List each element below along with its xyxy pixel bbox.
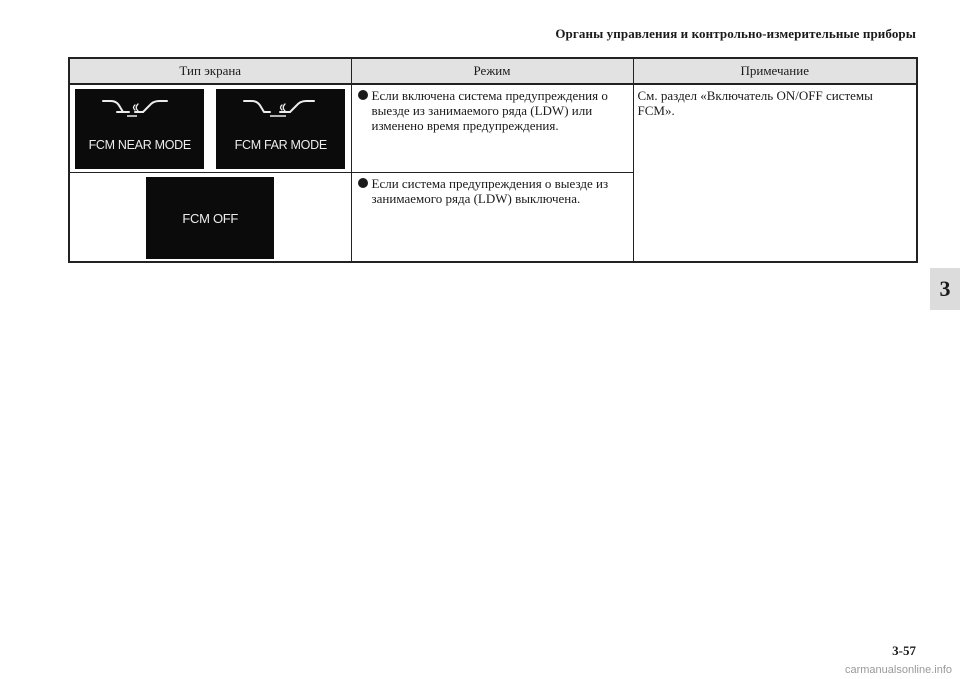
screen-label: FCM OFF xyxy=(182,211,239,226)
page-header: Органы управления и контрольно-измерительные приборы xyxy=(555,26,916,41)
screen-label: FCM FAR MODE xyxy=(234,138,327,152)
page-number: 3-57 xyxy=(892,643,916,658)
fcm-far-mode-screen xyxy=(216,89,345,169)
chapter-tab: 3 xyxy=(930,268,960,310)
note-cell xyxy=(633,84,917,262)
screen-label: FCM NEAR MODE xyxy=(88,138,191,152)
column-header-note: Примечание xyxy=(633,58,917,84)
column-header-screen-type: Тип экрана xyxy=(69,58,351,84)
fcm-near-mode-screen xyxy=(75,89,204,169)
bullet-icon xyxy=(358,90,368,100)
mode-description: Если включена система предупреждения о выезде из занимаемого ряда (LDW) или изменено время предупреждения. xyxy=(371,88,608,133)
fcm-off-screen xyxy=(146,177,274,259)
mode-cell xyxy=(351,173,633,263)
watermark: carmanualsonline.info xyxy=(844,664,952,676)
table-header-row xyxy=(69,58,917,84)
column-header-mode: Режим xyxy=(351,58,633,84)
mode-cell xyxy=(351,84,633,173)
spec-table xyxy=(68,57,918,263)
bullet-icon xyxy=(358,178,368,188)
table-row xyxy=(69,84,917,173)
car-distance-far-icon xyxy=(242,95,322,121)
screen-type-cell xyxy=(69,84,351,173)
car-distance-near-icon xyxy=(101,95,181,121)
screen-type-cell xyxy=(69,173,351,263)
note-text: См. раздел «Включатель ON/OFF системы FCM». xyxy=(637,88,873,118)
mode-description: Если система предупреждения о выезде из занимаемого ряда (LDW) выключена. xyxy=(371,176,609,206)
